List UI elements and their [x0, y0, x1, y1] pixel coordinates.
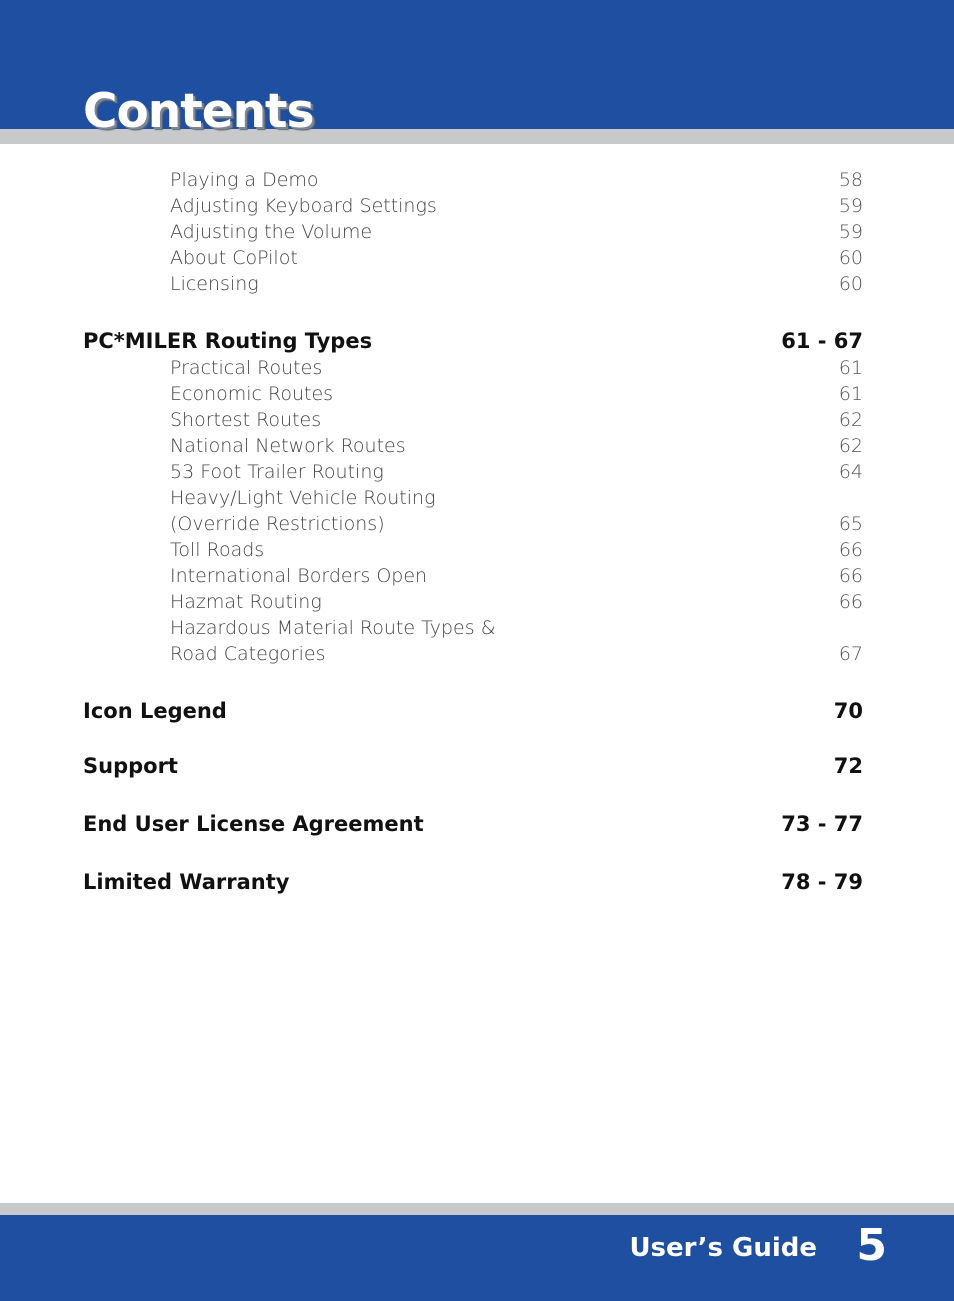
toc-entry-label: Road Categories: [170, 643, 326, 665]
toc-entry-label: Economic Routes: [170, 383, 334, 405]
toc-entry-page: 61: [838, 357, 863, 379]
toc-entry[interactable]: [170, 167, 863, 193]
toc-entry-label: Adjusting Keyboard Settings: [170, 195, 437, 217]
toc-chapter-icon-legend[interactable]: [83, 696, 863, 726]
toc-entry-label: Adjusting the Volume: [170, 221, 373, 243]
toc-entry[interactable]: [170, 381, 863, 407]
toc-chapter-label: Limited Warranty: [83, 870, 290, 894]
toc-entry-label: Licensing: [170, 273, 259, 295]
toc-entry[interactable]: [170, 511, 863, 537]
toc-chapter-label: End User License Agreement: [83, 812, 424, 836]
toc-entry[interactable]: [170, 459, 863, 485]
toc-entry-page: 59: [838, 221, 863, 243]
toc-chapter-pages: 73 - 77: [781, 812, 863, 836]
toc-entry-label: International Borders Open: [170, 565, 428, 587]
toc-entry-label: National Network Routes: [170, 435, 406, 457]
toc-entry-page: 61: [838, 383, 863, 405]
toc-entry[interactable]: [170, 193, 863, 219]
toc-entry-page: 67: [838, 643, 863, 665]
toc-entry-label: 53 Foot Trailer Routing: [170, 461, 384, 483]
toc-chapter-pages: 72: [833, 754, 863, 778]
toc-chapter-warranty[interactable]: [83, 867, 863, 897]
toc-chapter-support[interactable]: [83, 751, 863, 781]
toc-chapter-routing[interactable]: [83, 326, 863, 356]
toc-chapter-eula[interactable]: [83, 809, 863, 839]
toc-entry-label: Hazmat Routing: [170, 591, 322, 613]
toc-entry-label: About CoPilot: [170, 247, 298, 269]
footer-divider: [0, 1203, 954, 1215]
toc-entry[interactable]: [170, 219, 863, 245]
toc-entry-label: (Override Restrictions): [170, 513, 385, 535]
toc-chapter-pages: 61 - 67: [781, 329, 863, 353]
toc-entry[interactable]: [170, 355, 863, 381]
toc-entry-page: 65: [838, 513, 863, 535]
toc-entry-label: Hazardous Material Route Types &: [170, 617, 496, 639]
toc-entry-page: 60: [838, 247, 863, 269]
toc-entry-page: 64: [838, 461, 863, 483]
toc-entry[interactable]: [170, 271, 863, 297]
toc-entry-label: Heavy/Light Vehicle Routing: [170, 487, 436, 509]
toc-chapter-label: Support: [83, 754, 178, 778]
toc-entry[interactable]: [170, 485, 863, 511]
toc-chapter-label: Icon Legend: [83, 699, 227, 723]
toc-chapter-pages: 70: [833, 699, 863, 723]
footer-page-number: 5: [856, 1220, 887, 1271]
toc-entry-page: 62: [838, 435, 863, 457]
toc-entry-label: Playing a Demo: [170, 169, 319, 191]
toc-entry[interactable]: [170, 589, 863, 615]
toc-entry[interactable]: [170, 433, 863, 459]
toc-entry-label: Practical Routes: [170, 357, 323, 379]
toc-entry[interactable]: [170, 641, 863, 667]
toc-entry[interactable]: [170, 407, 863, 433]
toc-entry-page: 66: [838, 591, 863, 613]
toc-entry-page: 66: [838, 565, 863, 587]
toc-entry-page: 59: [838, 195, 863, 217]
toc-chapter-label: PC*MILER Routing Types: [83, 329, 373, 353]
toc-entry[interactable]: [170, 537, 863, 563]
toc-entry-label: Shortest Routes: [170, 409, 322, 431]
toc-entry-page: 58: [838, 169, 863, 191]
toc-entry[interactable]: [170, 245, 863, 271]
footer-guide-title: User’s Guide: [629, 1233, 817, 1263]
toc-chapter-pages: 78 - 79: [781, 870, 863, 894]
toc-entry[interactable]: [170, 563, 863, 589]
toc-entry-page: 66: [838, 539, 863, 561]
toc-entry-page: 62: [838, 409, 863, 431]
toc-entry-page: 60: [838, 273, 863, 295]
page-title: Contents: [83, 84, 314, 139]
toc-entry[interactable]: [170, 615, 863, 641]
toc-entry-label: Toll Roads: [170, 539, 265, 561]
